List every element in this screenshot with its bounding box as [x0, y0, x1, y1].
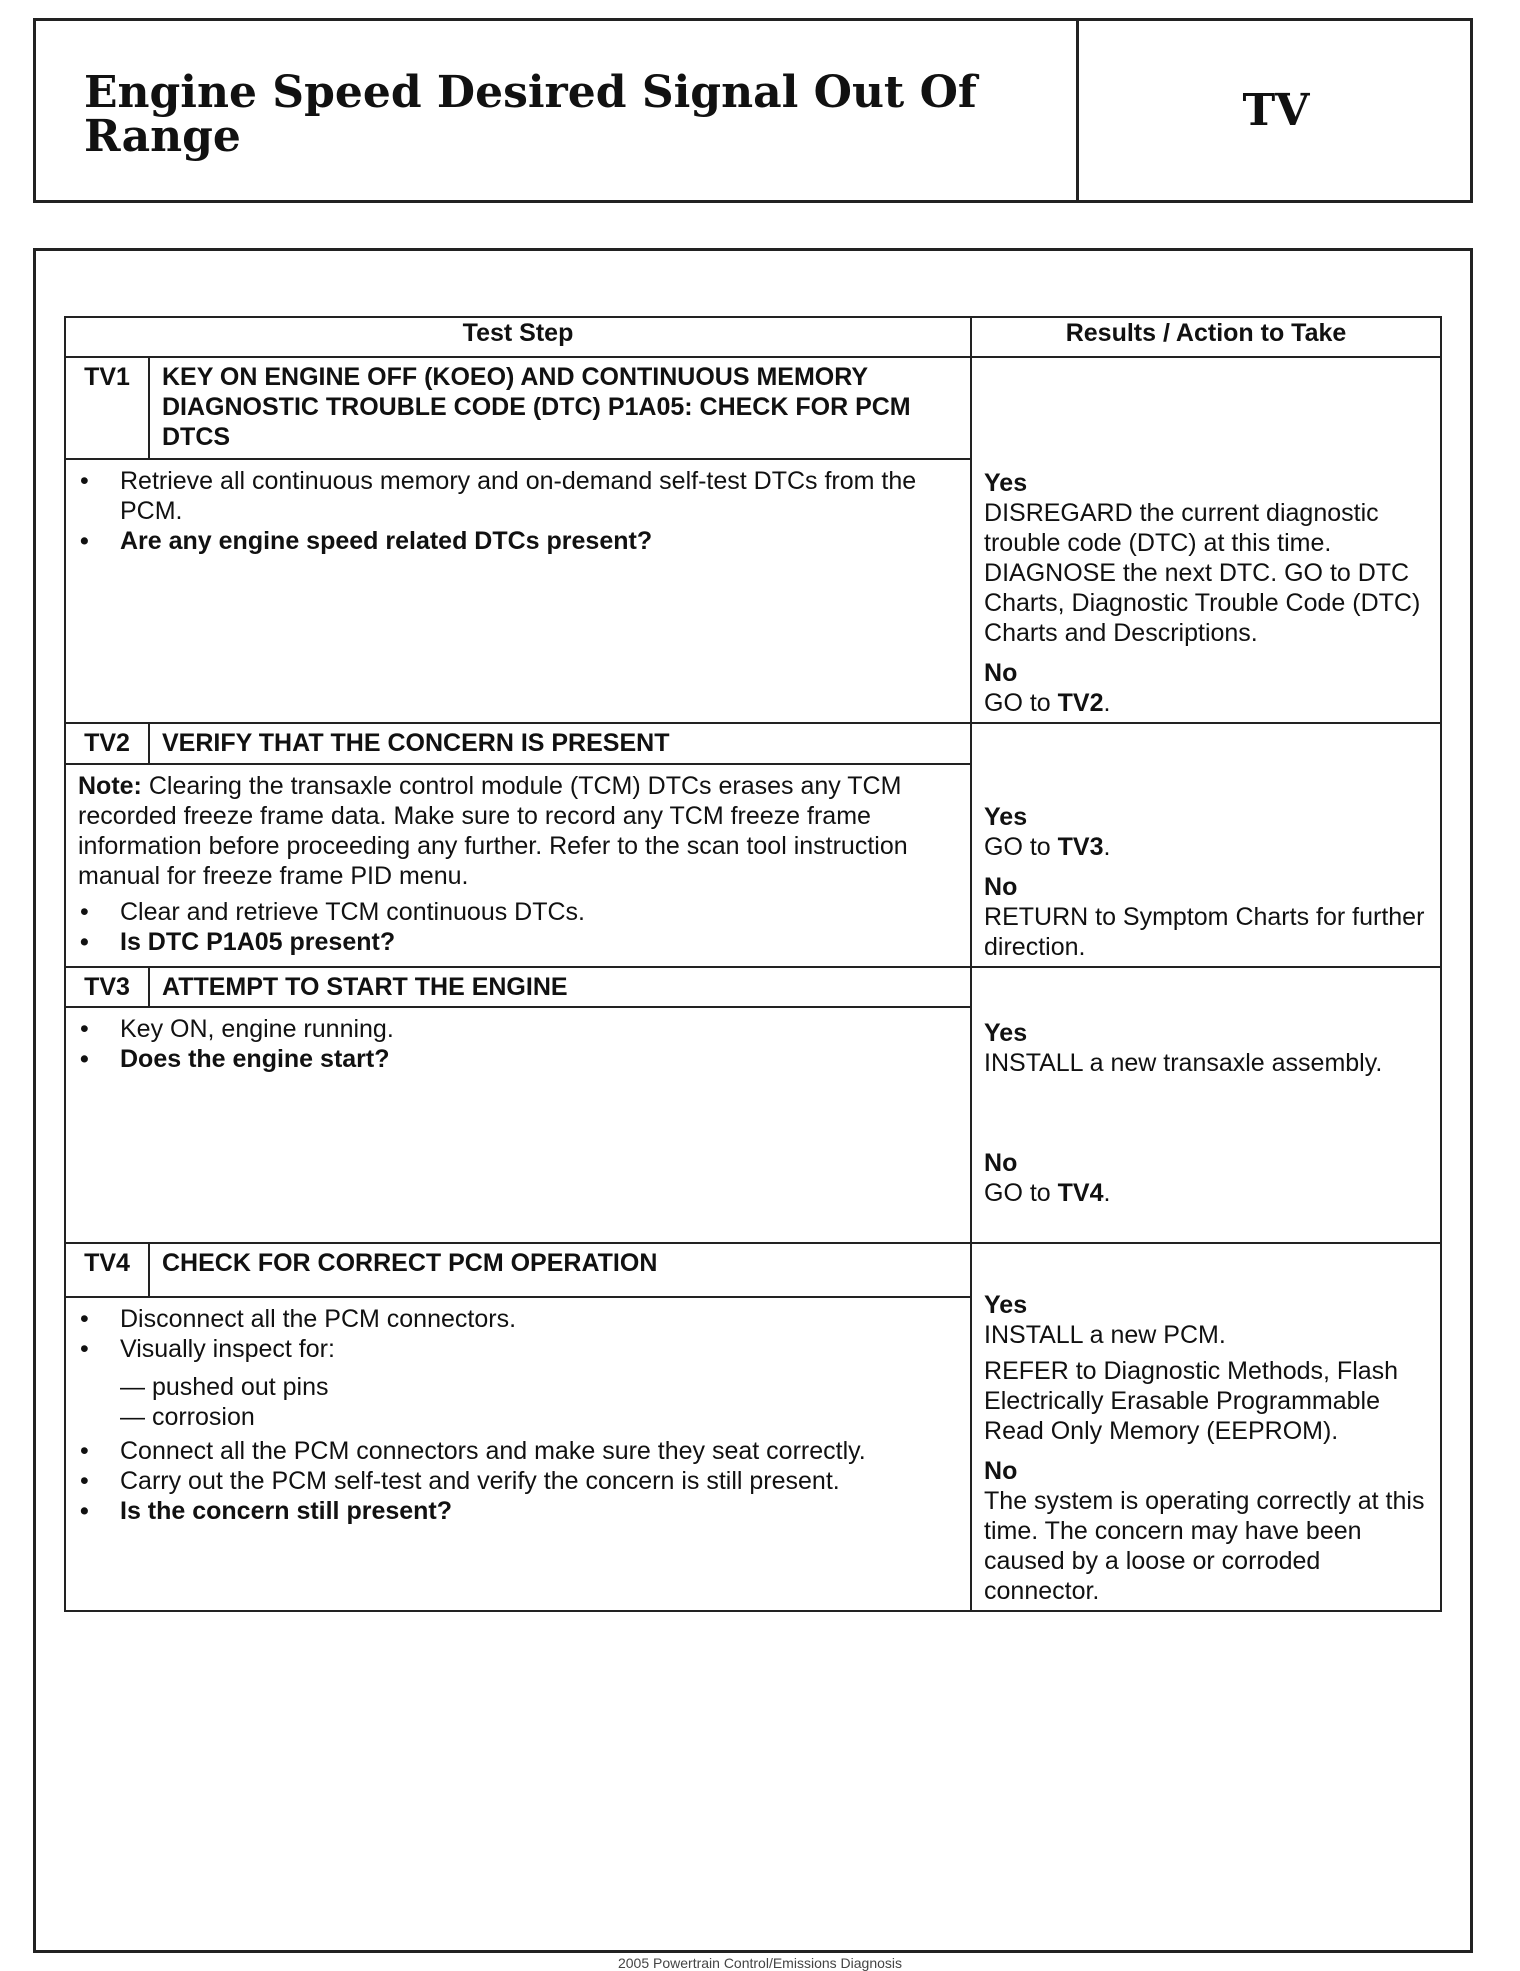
result-no-label: No [984, 659, 1018, 687]
step-tv4-body [65, 1297, 971, 1611]
step-code: TV4 [65, 1243, 149, 1297]
step-question: • Are any engine speed related DTCs present? [78, 526, 960, 556]
step-tv4-results [971, 1243, 1441, 1611]
result-yes-action: GO to TV3. [984, 833, 1111, 861]
inspection-list [78, 1372, 960, 1432]
result-no-label: No [984, 1457, 1018, 1485]
step-tv3-title-row [65, 967, 1441, 1007]
step-question: • Is DTC P1A05 present? [78, 927, 960, 957]
page-title: Engine Speed Desired Signal Out Of Range [84, 67, 977, 162]
step-question: • Is the concern still present? [78, 1496, 960, 1526]
step-bullet: • Key ON, engine running. [78, 1014, 960, 1044]
table-header-row [65, 317, 1441, 357]
step-tv3-body [65, 1007, 971, 1243]
step-code: TV3 [65, 967, 149, 1007]
result-yes-label: Yes [984, 469, 1028, 497]
step-bullet: • Connect all the PCM connectors and make sure they seat correctly. [78, 1436, 960, 1466]
page-footer: 2005 Powertrain Control/Emissions Diagnosis [617, 1955, 903, 1971]
inspection-item: — pushed out pins [120, 1372, 960, 1402]
step-reference: TV3 [1057, 833, 1104, 861]
col-header-test-step: Test Step [65, 317, 971, 357]
step-tv3-results [971, 967, 1441, 1243]
step-code: TV1 [65, 357, 149, 459]
step-bullet: • Retrieve all continuous memory and on-demand self-test DTCs from the PCM. [78, 466, 960, 526]
result-yes-action: DISREGARD the current diagnostic trouble code (DTC) at this time. DIAGNOSE the next DTC. GO to DTC Charts, Diagnostic Trouble Code (DTC) Charts and Descriptions. [984, 499, 1421, 647]
diagnostic-table [64, 316, 1442, 1612]
step-title: ATTEMPT TO START THE ENGINE [149, 967, 971, 1007]
step-question: • Does the engine start? [78, 1044, 960, 1074]
step-bullet: • Disconnect all the PCM connectors. [78, 1304, 960, 1334]
result-yes-label: Yes [984, 803, 1028, 831]
result-yes-label: Yes [984, 1291, 1028, 1319]
col-header-results: Results / Action to Take [971, 317, 1441, 357]
result-no-action: GO to TV4. [984, 1179, 1111, 1207]
result-yes-reference: REFER to Diagnostic Methods, Flash Electrically Erasable Programmable Read Only Memory (EEPROM). [984, 1357, 1399, 1445]
step-bullet: • Visually inspect for: [78, 1334, 960, 1364]
result-no-label: No [984, 1149, 1018, 1177]
step-title: VERIFY THAT THE CONCERN IS PRESENT [149, 723, 971, 764]
inspection-item: — corrosion [120, 1402, 960, 1432]
section-code: TV [1242, 85, 1310, 136]
result-yes-label: Yes [984, 1019, 1028, 1047]
result-no-action: GO to TV2. [984, 689, 1111, 717]
result-yes-action: INSTALL a new transaxle assembly. [984, 1049, 1383, 1077]
step-tv2-results [971, 723, 1441, 967]
step-tv4-title-row [65, 1243, 1441, 1297]
step-note: Note: Clearing the transaxle control module (TCM) DTCs erases any TCM recorded freeze frame data. Make sure to record any TCM freeze frame information before proceeding any further. Refer to the scan tool instruction manual for freeze frame PID menu. [78, 772, 908, 890]
step-bullet: • Carry out the PCM self-test and verify the concern is still present. [78, 1466, 960, 1496]
step-tv2-title-row [65, 723, 1441, 764]
step-reference: TV4 [1057, 1179, 1104, 1207]
step-tv1-body [65, 459, 971, 723]
result-yes-action: INSTALL a new PCM. [984, 1321, 1226, 1349]
result-no-action: The system is operating correctly at this time. The concern may have been caused by a loose or corroded connector. [984, 1487, 1425, 1605]
step-title: CHECK FOR CORRECT PCM OPERATION [149, 1243, 971, 1297]
result-no-label: No [984, 873, 1018, 901]
step-tv1-results [971, 357, 1441, 723]
header-box [33, 18, 1473, 203]
step-reference: TV2 [1057, 689, 1104, 717]
step-tv1-title-row [65, 357, 1441, 459]
step-code: TV2 [65, 723, 149, 764]
step-bullet: • Clear and retrieve TCM continuous DTCs. [78, 897, 960, 927]
step-tv2-body [65, 764, 971, 967]
step-title: KEY ON ENGINE OFF (KOEO) AND CONTINUOUS MEMORY DIAGNOSTIC TROUBLE CODE (DTC) P1A05: CHECK FOR PCM DTCS [149, 357, 971, 459]
result-no-action: RETURN to Symptom Charts for further direction. [984, 903, 1425, 961]
